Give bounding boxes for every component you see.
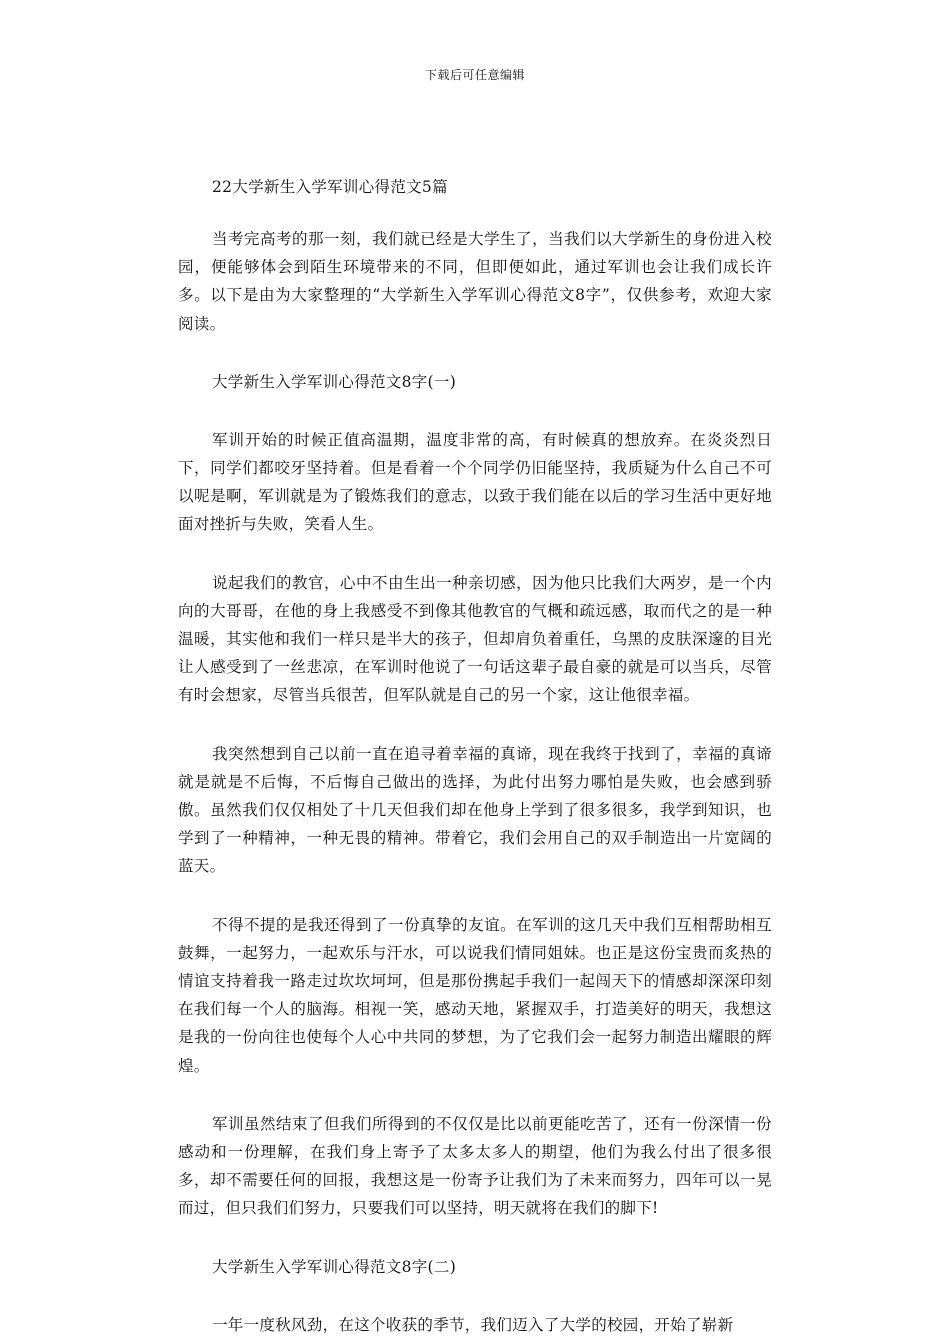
section-1-heading: 大学新生入学军训心得范文8字(一) xyxy=(212,372,457,391)
document-body xyxy=(178,173,772,1339)
section-1-paragraph: 军训虽然结束了但我们所得到的不仅仅是比以前更能吃苦了，还有一份深情一份感动和一份理解，在我们身上寄予了太多太多人的期望，他们为我么付出了很多很多，却不需要任何的回报，我想这是一份寄予让我们为了未来而努力，四年可以一晃而过，但只我们们努力，只要我们可以坚持，明天就将在我们的脚下! xyxy=(178,1114,772,1218)
section-2-heading: 大学新生入学军训心得范文8字(二) xyxy=(212,1257,457,1276)
section-1-paragraph: 不得不提的是我还得到了一份真挚的友谊。在军训的这几天中我们互相帮助相互鼓舞，一起努力，一起欢乐与汗水，可以说我们情同姐妹。也正是这份宝贵而炙热的情谊支持着我一路走过坎坎坷坷，但是那份携起手我们一起闯天下的情感却深深印刻在我们每一个人的脑海。相视一笑，感动天地，紧握双手，打造美好的明天，我想这是我的一份向往也使每个人心中共同的梦想，为了它我们会一起努力制造出耀眼的辉煌。 xyxy=(178,915,772,1075)
section-1-paragraph: 说起我们的教官，心中不由生出一种亲切感，因为他只比我们大两岁，是一个内向的大哥哥，在他的身上我感受不到像其他教官的气概和疏远感，取而代之的是一种温暖，其实他和我们一样只是半大的孩子，但却肩负着重任，乌黑的皮肤深邃的目光让人感受到了一丝悲凉，在军训时他说了一句话这辈子最自豪的就是可以当兵，尽管有时会想家，尽管当兵很苦，但军队就是自己的另一个家，这让他很幸福。 xyxy=(178,573,772,705)
intro-paragraph: 当考完高考的那一刻，我们就已经是大学生了，当我们以大学新生的身份进入校园，便能够体会到陌生环境带来的不同，但即便如此，通过军训也会让我们成长许多。以下是由为大家整理的“大学新生入学军训心得范文8字”，仅供参考，欢迎大家阅读。 xyxy=(178,230,772,333)
page-header-note: 下载后可任意编辑 xyxy=(424,68,525,82)
document-title: 22大学新生入学军训心得范文5篇 xyxy=(212,178,448,196)
section-1-paragraph: 我突然想到自己以前一直在追寻着幸福的真谛，现在我终于找到了，幸福的真谛就是就是不后悔，不后悔自己做出的选择，为此付出努力哪怕是失败，也会感到骄傲。虽然我们仅仅相处了十几天但我们却在他身上学到了很多很多，我学到知识，也学到了一种精神，一种无畏的精神。带着它，我们会用自己的双手制造出一片宽阔的蓝天。 xyxy=(178,744,772,876)
section-1-paragraph: 军训开始的时候正值高温期，温度非常的高，有时候真的想放弃。在炎炎烈日下，同学们都咬牙坚持着。但是看着一个个同学仍旧能坚持，我质疑为什么自己不可以呢是啊，军训就是为了锻炼我们的意志，以致于我们能在以后的学习生活中更好地面对挫折与失败，笑看人生。 xyxy=(178,430,772,534)
section-2-paragraph: 一年一度秋风劲，在这个收获的季节，我们迈入了大学的校园，开始了崭新 xyxy=(212,1315,734,1334)
